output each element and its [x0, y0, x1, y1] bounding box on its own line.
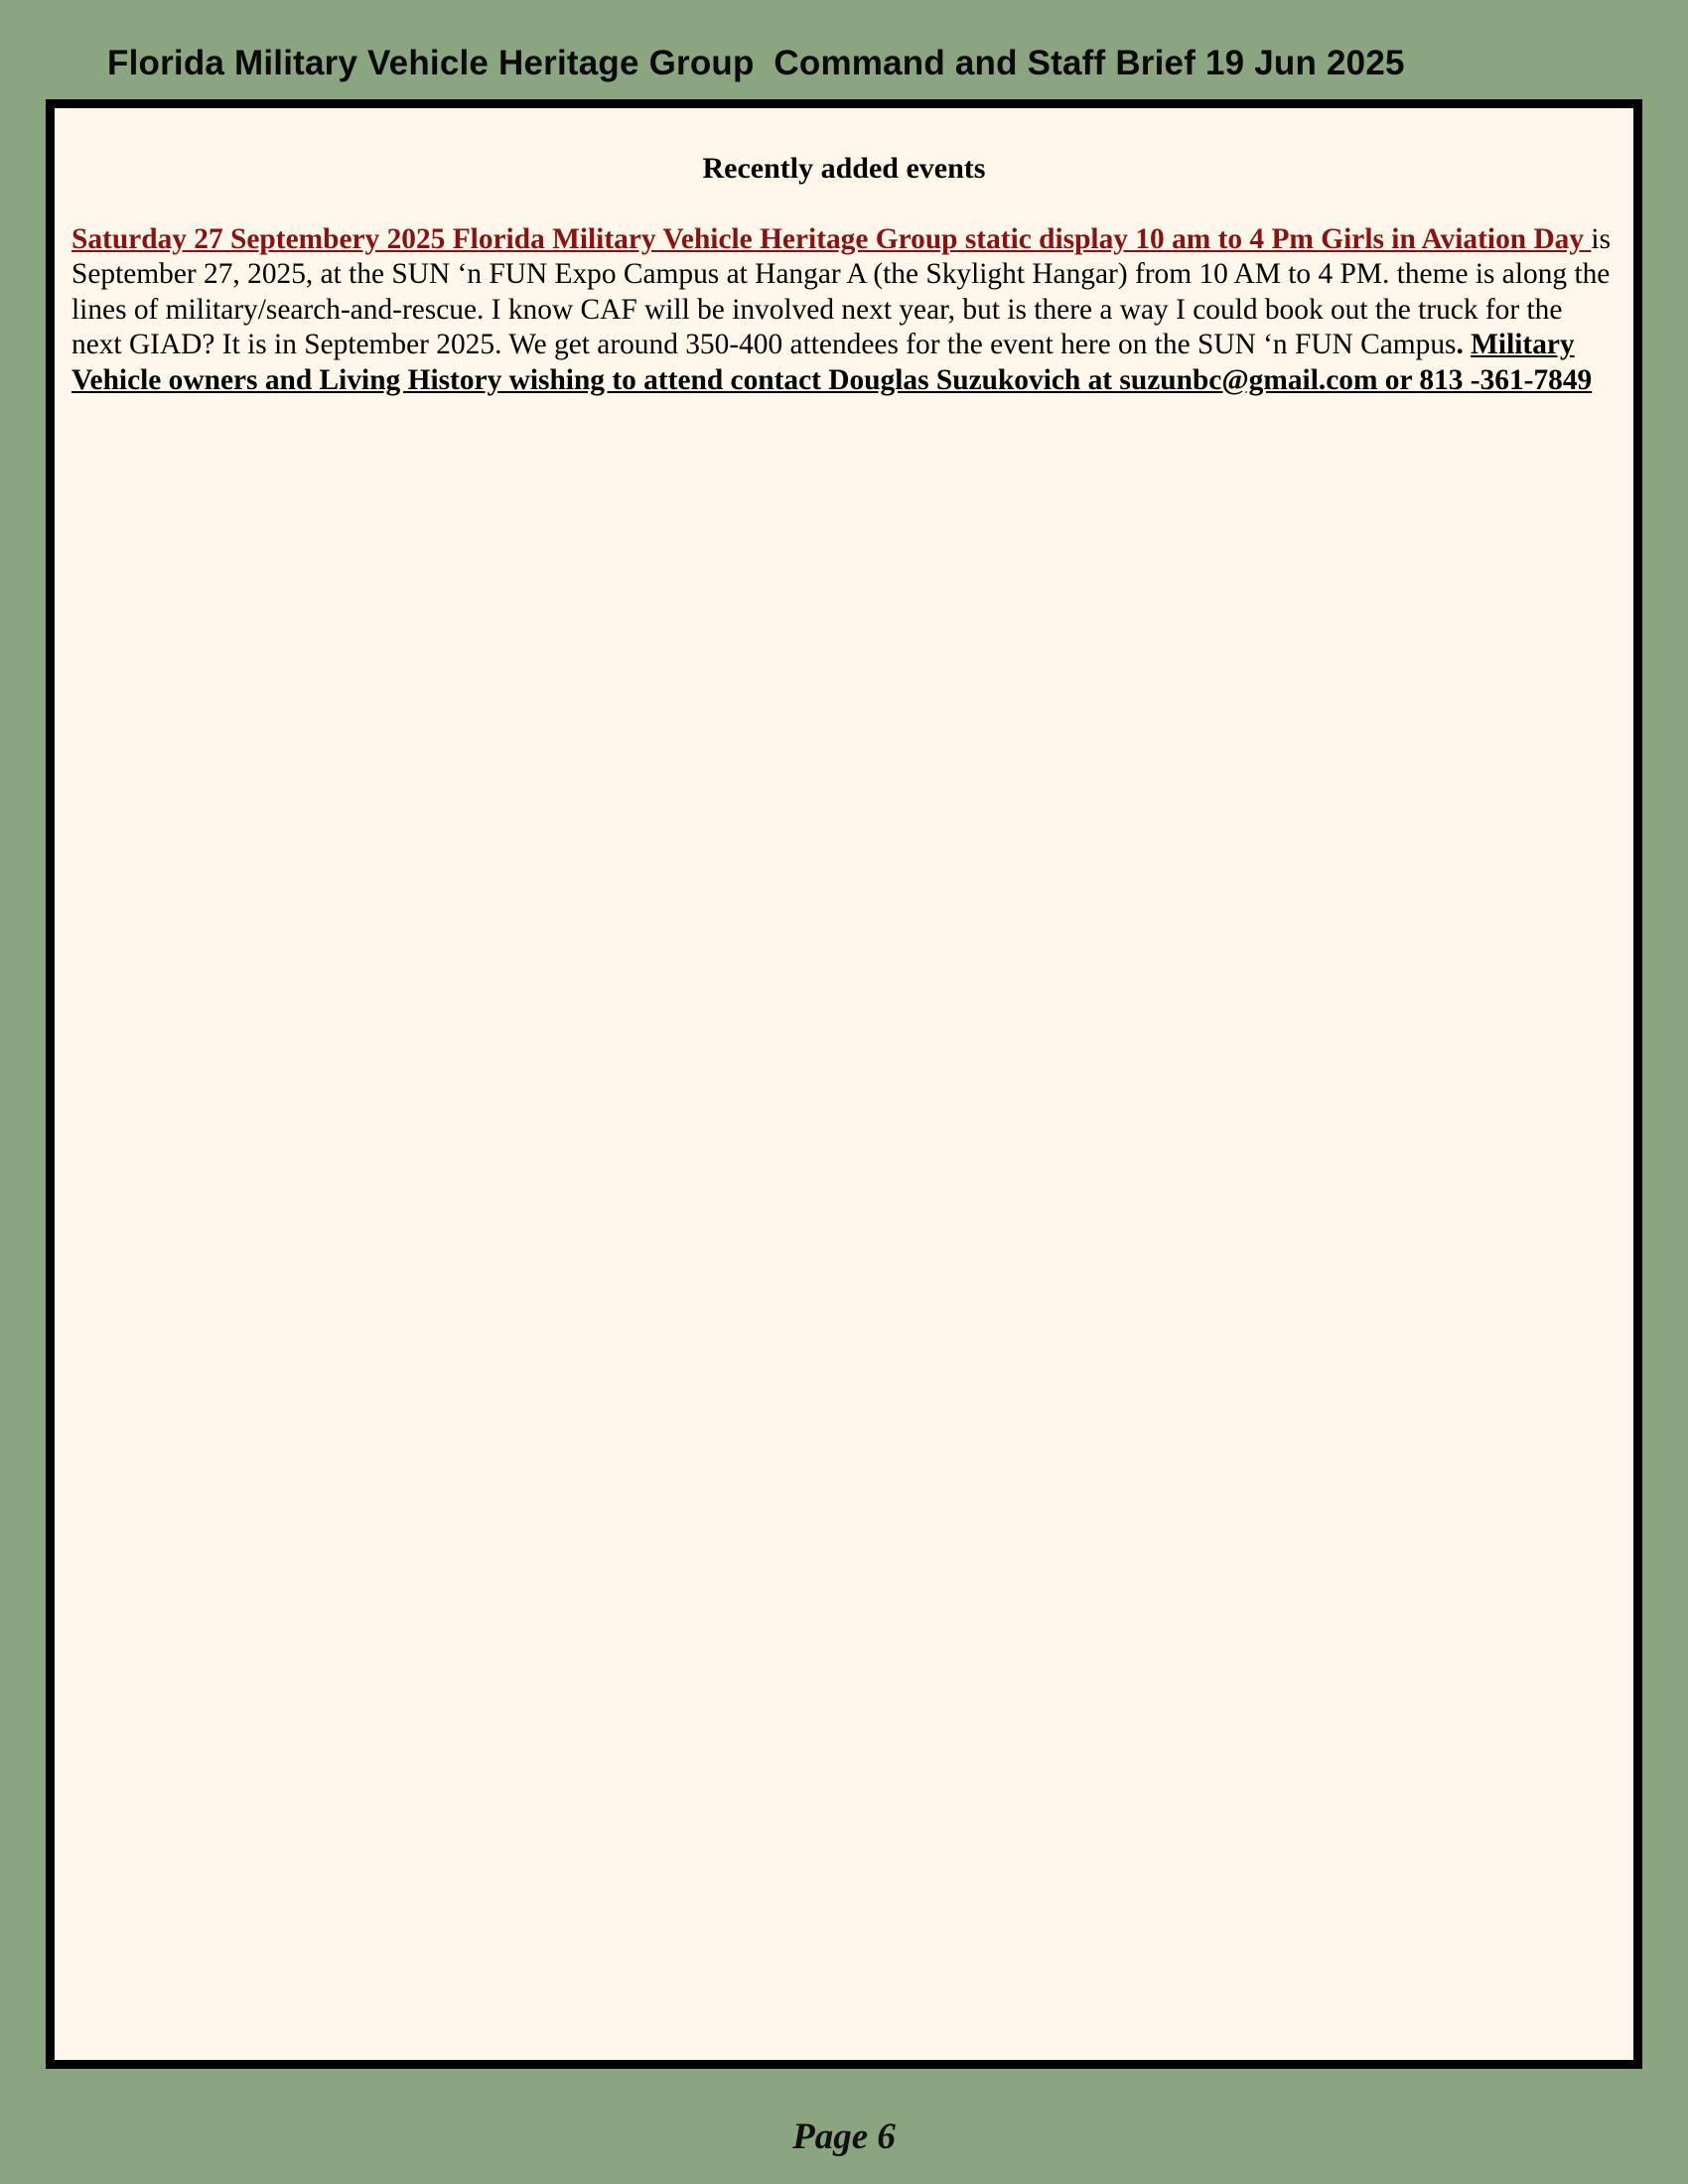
event-title-link[interactable]: Saturday 27 Septembery 2025 Florida Military Vehicle Heritage Group static display 10 am to 4 Pm Girls in Aviation Day — [71, 223, 1592, 255]
page-number: Page 6 — [792, 2116, 896, 2157]
contact-info-link[interactable]: Military Vehicle owners and Living History wishing to attend contact Douglas Suzukovich at suzunbc@gmail.com or 813 -361-7849 — [71, 329, 1593, 396]
event-paragraph — [71, 222, 1612, 398]
content-panel — [46, 99, 1642, 2069]
event-description-period: . — [1456, 329, 1472, 361]
event-description: is September 27, 2025, at the SUN ‘n FUN Expo Campus at Hangar A (the Skylight Hangar) from 10 AM to 4 PM. theme is along the lines of military/search-and-rescue. I know CAF will be involved next year, but is there a way I could book out the truck for the next GIAD? It is in September 2025. We get around 350-400 attendees for the event here on the SUN ‘n FUN Campus — [71, 223, 1612, 361]
section-title: Recently added events — [702, 152, 986, 185]
newsletter-header-title: Florida Military Vehicle Heritage Group Command and Staff Brief 19 Jun 2025 — [107, 44, 1405, 82]
